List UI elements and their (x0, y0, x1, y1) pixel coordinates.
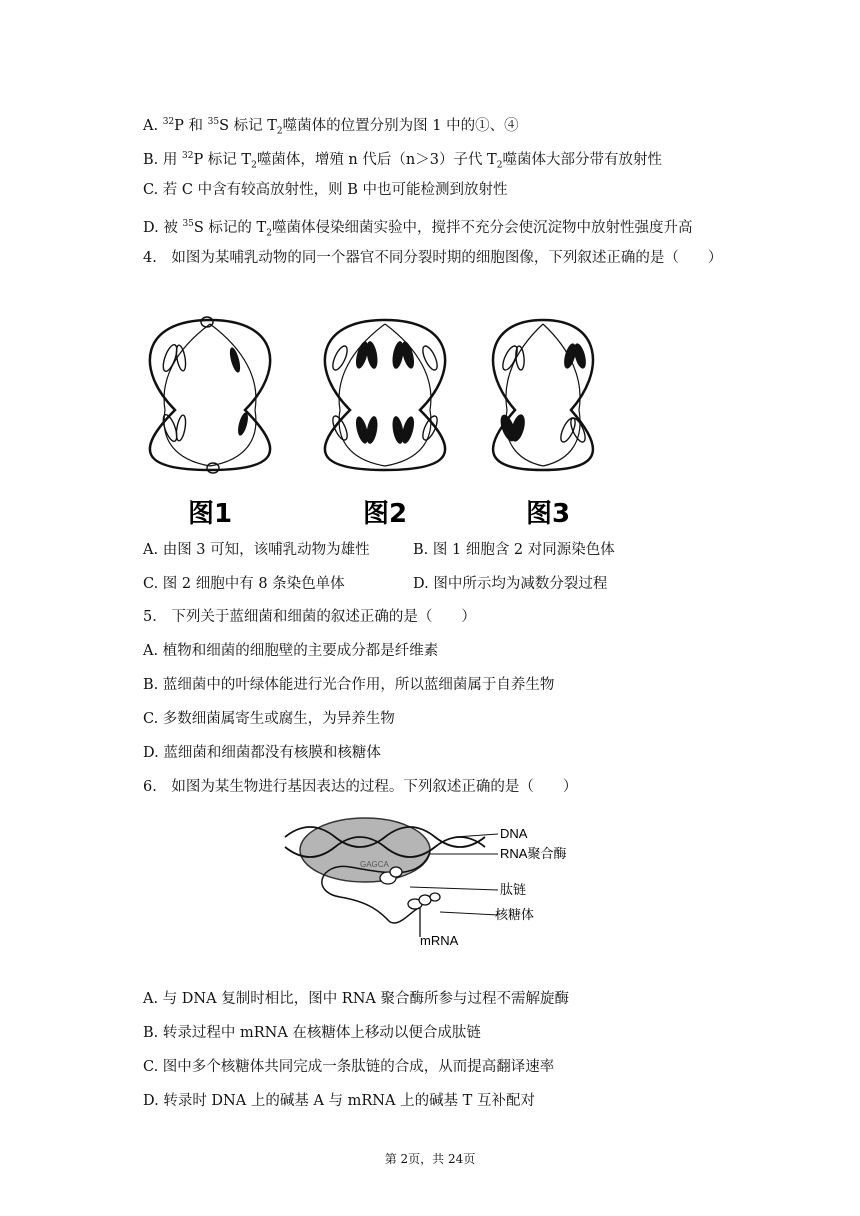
q6-option-c: C. 图中多个核糖体共同完成一条肽链的合成，从而提高翻译速率 (143, 1059, 555, 1075)
q5-option-d: D. 蓝细菌和细菌都没有核膜和核糖体 (143, 745, 381, 761)
q5-stem: 5. 下列关于蓝细菌和细菌的叙述正确的是（ ） (143, 609, 476, 625)
q5-option-c: C. 多数细菌属寄生或腐生，为异养生物 (143, 711, 395, 727)
q6-option-d: D. 转录时 DNA 上的碱基 A 与 mRNA 上的碱基 T 互补配对 (143, 1093, 535, 1109)
cell-2-diagram (325, 320, 445, 470)
label-dna: DNA (500, 826, 528, 841)
gene-expression-figure (280, 812, 600, 952)
q4-option-d: D. 图中所示均为减数分裂过程 (413, 576, 608, 592)
cell-3-diagram (493, 320, 593, 470)
cell-1-diagram (150, 317, 270, 473)
label-mrna: mRNA (420, 933, 459, 948)
fig-label-1: 图1 (187, 499, 233, 529)
q4-option-c: C. 图 2 细胞中有 8 条染色单体 (143, 576, 345, 592)
cell-division-figure (135, 310, 615, 530)
sequence-label: GAGCA (360, 860, 389, 869)
fig-label-3: 图3 (525, 499, 571, 529)
q5-option-b: B. 蓝细菌中的叶绿体能进行光合作用，所以蓝细菌属于自养生物 (143, 677, 555, 693)
q4-option-b: B. 图 1 细胞含 2 对同源染色体 (413, 542, 615, 558)
label-rna-polymerase: RNA聚合酶 (500, 846, 567, 861)
q3-option-a: A. $^{32}$P 和 $^{35}$S 标记 $T_2$噬菌体的位置分别为图 1 中的①、④ (143, 117, 519, 137)
q6-stem: 6. 如图为某生物进行基因表达的过程。下列叙述正确的是（ ） (143, 779, 578, 795)
q3-option-b: B. 用 $^{32}$P 标记 $T_2$噬菌体，增殖 n 代后（n＞3）子代 $T_2$噬菌体大部分带有放射性 (143, 151, 662, 171)
q6-option-b: B. 转录过程中 mRNA 在核糖体上移动以便合成肽链 (143, 1025, 481, 1041)
fig-label-2: 图2 (362, 499, 408, 529)
q4-stem: 4. 如图为某哺乳动物的同一个器官不同分裂时期的细胞图像，下列叙述正确的是（ ） (143, 250, 723, 266)
q3-option-c: C. 若 C 中含有较高放射性，则 B 中也可能检测到放射性 (143, 182, 508, 198)
q4-option-a: A. 由图 3 可知，该哺乳动物为雄性 (143, 542, 370, 558)
page-footer: 第 2页，共 24页 (384, 1152, 476, 1166)
q3-option-d: D. 被 $^{35}$S 标记的 $T_2$噬菌体侵染细菌实验中，搅拌不充分会使沉淀物中放射性强度升高 (143, 219, 693, 239)
q5-option-a: A. 植物和细菌的细胞壁的主要成分都是纤维素 (143, 643, 439, 659)
q6-option-a: A. 与 DNA 复制时相比，图中 RNA 聚合酶所参与过程不需解旋酶 (143, 991, 569, 1007)
label-peptide: 肽链 (500, 882, 527, 897)
label-ribosome: 核糖体 (495, 907, 535, 922)
